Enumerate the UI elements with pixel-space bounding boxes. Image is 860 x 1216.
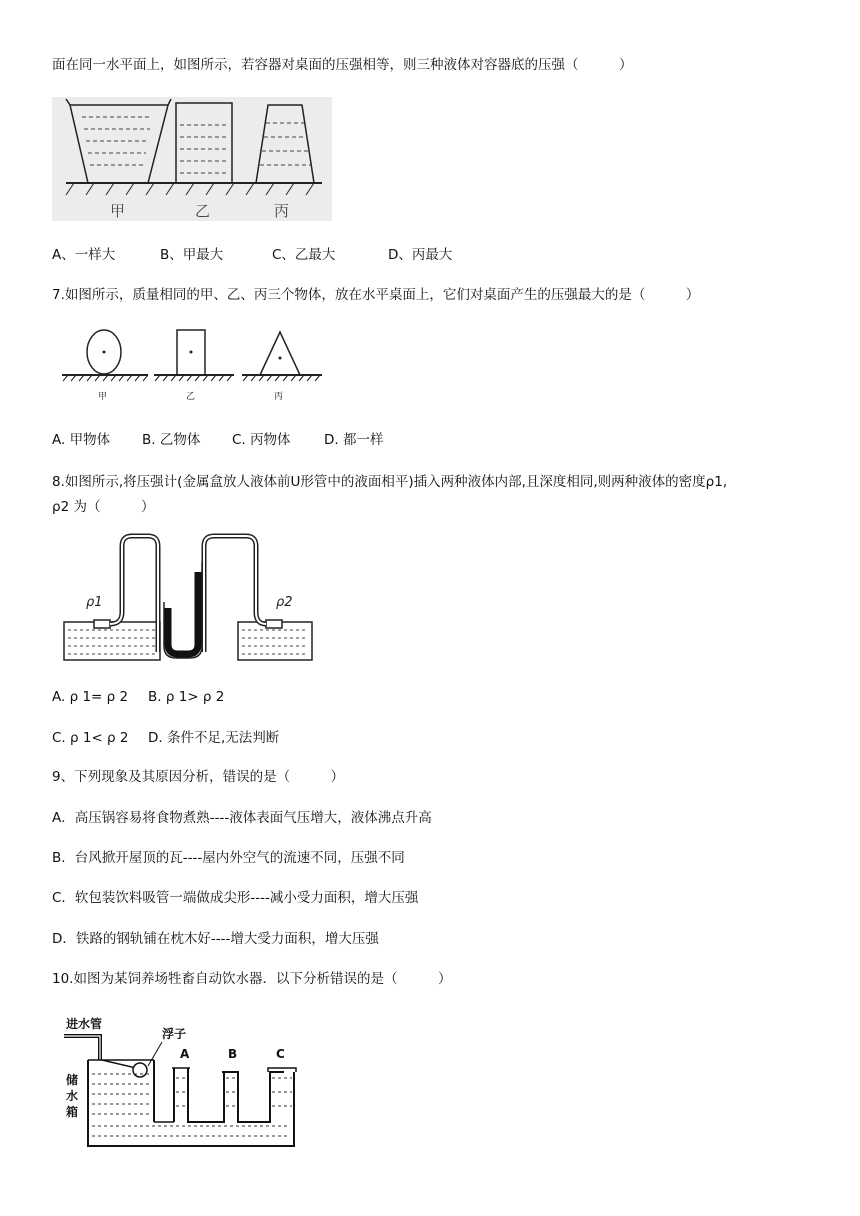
q7-object-bing	[260, 332, 300, 375]
q8-liquid-left	[68, 630, 156, 654]
q6-figure	[52, 97, 332, 221]
q10-water	[92, 1074, 292, 1136]
q10-tank-outline	[88, 1060, 294, 1146]
q8-figure	[62, 532, 314, 662]
q10-label-tank-2: 水	[66, 1089, 79, 1103]
q7-option-b[interactable]: B. 乙物体	[142, 432, 201, 448]
q7-stem: 7.如图所示，质量相同的甲、乙、丙三个物体，放在水平桌面上，它们对桌面产生的压强最大的是（ ）	[52, 287, 700, 303]
q9-option-b[interactable]: B．台风掀开屋顶的瓦----屋内外空气的流速不同，压强不同	[52, 850, 405, 866]
q10-stem: 10.如图为某饲养场牲畜自动饮水器．以下分析错误的是（ ）	[52, 971, 452, 987]
q10-label-a: A	[180, 1047, 190, 1061]
q8-probe-left	[94, 620, 110, 628]
q8-stem-line2: ρ2 为（ ）	[52, 499, 155, 515]
q6-stem: 面在同一水平面上，如图所示，若容器对桌面的压强相等，则三种液体对容器底的压强（ ）	[52, 57, 633, 73]
q10-float	[133, 1063, 147, 1077]
q10-bowl-b	[222, 1072, 284, 1122]
q10-bowl-a	[174, 1068, 224, 1122]
q7-label-yi: 乙	[186, 392, 196, 402]
q10-label-tank-3: 箱	[66, 1105, 79, 1119]
q6-figure-background	[52, 97, 332, 221]
q7-label-bing: 丙	[274, 392, 284, 402]
q10-float-lever	[102, 1060, 136, 1068]
q10-figure	[62, 1012, 310, 1152]
q7-options	[52, 430, 383, 450]
q10-label-b: B	[228, 1047, 238, 1061]
q10-label-float: 浮子	[162, 1027, 187, 1041]
q8-options-row1	[52, 687, 224, 707]
q8-tube-left	[110, 536, 158, 652]
q6-label-jia: 甲	[110, 202, 126, 220]
q6-option-d[interactable]: D、丙最大	[388, 247, 453, 263]
q8-option-c[interactable]: C. ρ 1< ρ 2	[52, 730, 129, 746]
q8-option-a[interactable]: A. ρ 1= ρ 2	[52, 689, 129, 705]
q8-figure-svg	[62, 532, 314, 662]
q8-stem-line1: 8.如图所示,将压强计(金属盒放人液体前U形管中的液面相平)插入两种液体内部,且深度相同,则两种液体的密度ρ1,	[52, 474, 728, 490]
q8-options-row2	[52, 728, 279, 748]
q10-label-c: C	[276, 1047, 285, 1061]
q7-option-c[interactable]: C. 丙物体	[232, 432, 291, 448]
q9-option-d[interactable]: D．铁路的钢轨铺在枕木好----增大受力面积，增大压强	[52, 931, 379, 947]
q6-label-bing: 丙	[274, 202, 290, 220]
q9-stem: 9、下列现象及其原因分析，错误的是（ ）	[52, 769, 345, 785]
q6-label-yi: 乙	[195, 202, 211, 220]
q8-option-b[interactable]: B. ρ 1> ρ 2	[148, 689, 225, 705]
q6-option-b[interactable]: B、甲最大	[160, 247, 224, 263]
q6-figure-svg	[52, 97, 332, 221]
q7-option-d[interactable]: D. 都一样	[324, 432, 384, 448]
q10-label-inlet: 进水管	[66, 1017, 103, 1031]
q10-figure-svg	[62, 1012, 310, 1152]
q6-option-c[interactable]: C、乙最大	[272, 247, 336, 263]
q10-label-tank-1: 储	[66, 1073, 79, 1087]
q7-figure-svg	[62, 326, 324, 406]
q9-option-a[interactable]: A．高压锅容易将食物煮熟----液体表面气压增大，液体沸点升高	[52, 810, 432, 826]
q7-option-a[interactable]: A. 甲物体	[52, 432, 111, 448]
q8-u-tube-liquid	[168, 572, 198, 654]
q9-option-c[interactable]: C．软包装饮料吸管一端做成尖形----减小受力面积，增大压强	[52, 890, 419, 906]
q6-option-a[interactable]: A、一样大	[52, 247, 116, 263]
q7-label-jia: 甲	[98, 392, 108, 402]
q10-inlet-pipe	[64, 1036, 100, 1060]
q8-label-rho2: ρ2	[276, 595, 293, 610]
q6-options	[52, 245, 452, 265]
q8-liquid-right	[242, 630, 308, 654]
q7-figure	[62, 326, 324, 406]
q8-probe-right	[266, 620, 282, 628]
q8-option-d[interactable]: D. 条件不足,无法判断	[148, 730, 280, 746]
q8-label-rho1: ρ1	[86, 595, 103, 610]
